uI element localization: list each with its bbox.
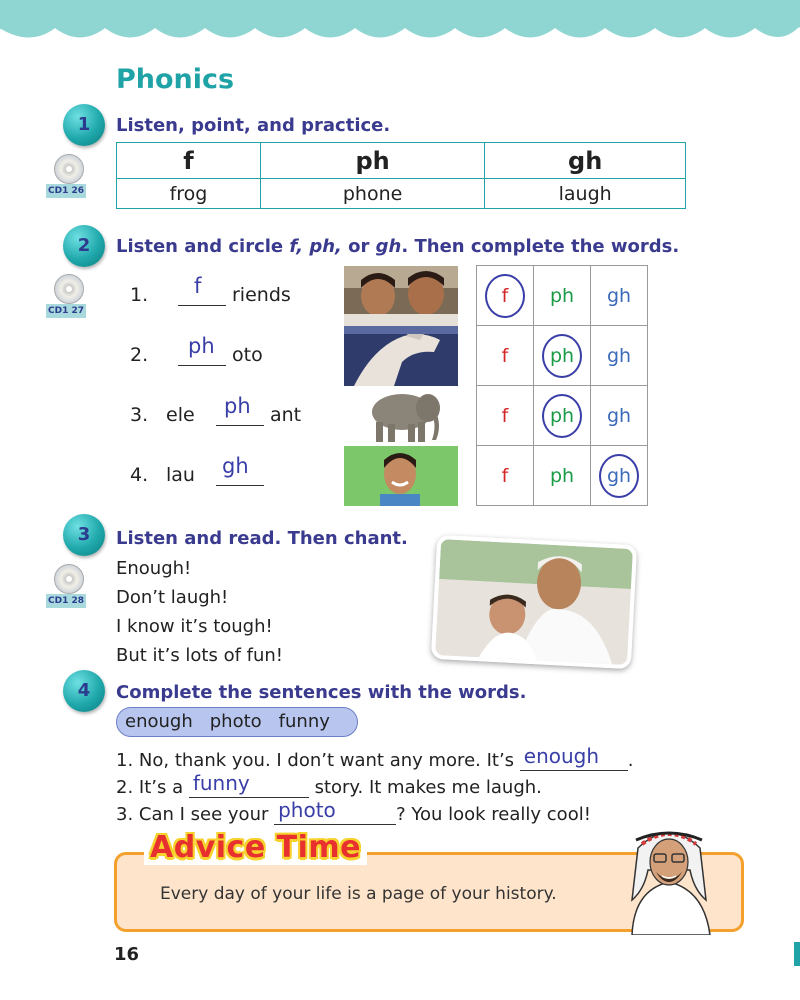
- cd-track-label: CD1 26: [48, 186, 84, 196]
- phonics-table: [116, 142, 686, 209]
- page-number: 16: [114, 944, 140, 965]
- choice-3-ph[interactable]: ph: [534, 386, 591, 446]
- item-number: 1.: [130, 284, 149, 306]
- boy-smiling-photo: [344, 446, 458, 506]
- sentence-2-answer: funny: [192, 771, 250, 795]
- item-number: 4.: [130, 464, 149, 486]
- circle-mark: [599, 454, 639, 498]
- word-ending-2: oto: [232, 344, 263, 366]
- chant-line-4: But it’s lots of fun!: [116, 645, 284, 666]
- audio-cd-icon-1[interactable]: [46, 154, 86, 202]
- word-bank: [116, 707, 358, 737]
- audio-cd-icon-3[interactable]: [46, 564, 86, 612]
- item-number: 3.: [130, 404, 149, 426]
- exercise-2-item-3: [130, 386, 340, 446]
- sentence-1: 1. No, thank you. I don’t want any more. It’s enough .: [116, 744, 634, 771]
- phonics-word-frog: frog: [117, 179, 261, 209]
- word-bank-item: enough: [125, 711, 193, 732]
- choice-1-gh[interactable]: gh: [591, 266, 648, 326]
- page-edge-tab: [794, 942, 800, 966]
- cd-disc-icon: [54, 564, 84, 594]
- choice-4-gh[interactable]: gh: [591, 446, 648, 506]
- exercise-1-heading: Listen, point, and practice.: [116, 115, 391, 136]
- cd-disc-icon: [54, 154, 84, 184]
- choice-3-f[interactable]: f: [477, 386, 534, 446]
- chant-line-1: Enough!: [116, 558, 192, 579]
- advisor-illustration: [614, 820, 724, 935]
- word-start-4: lau: [166, 464, 195, 486]
- exercise-4-heading: Complete the sentences with the words.: [116, 682, 527, 703]
- cd-disc-icon: [54, 274, 84, 304]
- word-bank-item: funny: [278, 711, 330, 732]
- sentence-3-blank[interactable]: [274, 798, 396, 825]
- choice-2-ph[interactable]: ph: [534, 326, 591, 386]
- cd-track-label: CD1 27: [48, 306, 84, 316]
- word-start-3: ele: [166, 404, 195, 426]
- exercise-number-3: 3: [63, 514, 105, 556]
- word-ending-1: riends: [232, 284, 291, 306]
- phonics-header-ph: ph: [260, 143, 484, 179]
- sentence-1-blank[interactable]: [520, 744, 628, 771]
- elephant-photo: [344, 386, 458, 446]
- exercise-number-1: 1: [63, 104, 105, 146]
- horse-photo: [344, 326, 458, 386]
- page-title: Phonics: [116, 64, 235, 95]
- answer-blank-2[interactable]: [178, 334, 226, 366]
- answer-blank-3[interactable]: [216, 394, 264, 426]
- boys-photo: [344, 266, 458, 326]
- exercise-2-item-1: [130, 266, 340, 326]
- choice-2-f[interactable]: f: [477, 326, 534, 386]
- answer-2: ph: [188, 334, 215, 358]
- choice-1-f[interactable]: f: [477, 266, 534, 326]
- choice-4-ph[interactable]: ph: [534, 446, 591, 506]
- phonics-word-laugh: laugh: [485, 179, 686, 209]
- choice-4-f[interactable]: f: [477, 446, 534, 506]
- exercise-2-item-2: [130, 326, 340, 386]
- answer-blank-1[interactable]: [178, 274, 226, 306]
- advice-title: Advice Time: [144, 830, 367, 865]
- phonics-header-gh: gh: [485, 143, 686, 179]
- answer-4: gh: [222, 454, 249, 478]
- phonics-word-phone: phone: [260, 179, 484, 209]
- choice-1-ph[interactable]: ph: [534, 266, 591, 326]
- sentence-1-answer: enough: [523, 744, 600, 768]
- sentence-2: 2. It’s a funny story. It makes me laugh.: [116, 771, 542, 798]
- phonics-header-f: f: [117, 143, 261, 179]
- choice-3-gh[interactable]: gh: [591, 386, 648, 446]
- circle-mark: [542, 394, 582, 438]
- answer-3: ph: [224, 394, 251, 418]
- word-ending-3: ant: [270, 404, 302, 426]
- exercise-3-heading: Listen and read. Then chant.: [116, 528, 408, 549]
- audio-cd-icon-2[interactable]: [46, 274, 86, 322]
- cd-track-label: CD1 28: [48, 596, 84, 606]
- exercise-number-4: 4: [63, 670, 105, 712]
- choice-2-gh[interactable]: gh: [591, 326, 648, 386]
- father-son-photo: [431, 535, 637, 669]
- answer-blank-4[interactable]: [216, 454, 264, 486]
- circle-mark: [485, 274, 525, 318]
- exercise-number-2: 2: [63, 225, 105, 267]
- top-wave-banner: [0, 0, 800, 60]
- exercise-2-heading: Listen and circle f, ph, or gh. Then complete the words.: [116, 236, 680, 257]
- answer-1: f: [194, 274, 202, 298]
- chant-line-3: I know it’s tough!: [116, 616, 273, 637]
- chant-line-2: Don’t laugh!: [116, 587, 229, 608]
- circle-choices-table: [476, 265, 648, 506]
- word-bank-item: photo: [209, 711, 262, 732]
- item-number: 2.: [130, 344, 149, 366]
- circle-mark: [542, 334, 582, 378]
- sentence-2-blank[interactable]: [189, 771, 309, 798]
- advice-text: Every day of your life is a page of your history.: [160, 884, 557, 904]
- sentence-3-answer: photo: [278, 798, 336, 822]
- sentence-3: 3. Can I see your photo ? You look really cool!: [116, 798, 591, 825]
- exercise-2-item-4: [130, 446, 340, 506]
